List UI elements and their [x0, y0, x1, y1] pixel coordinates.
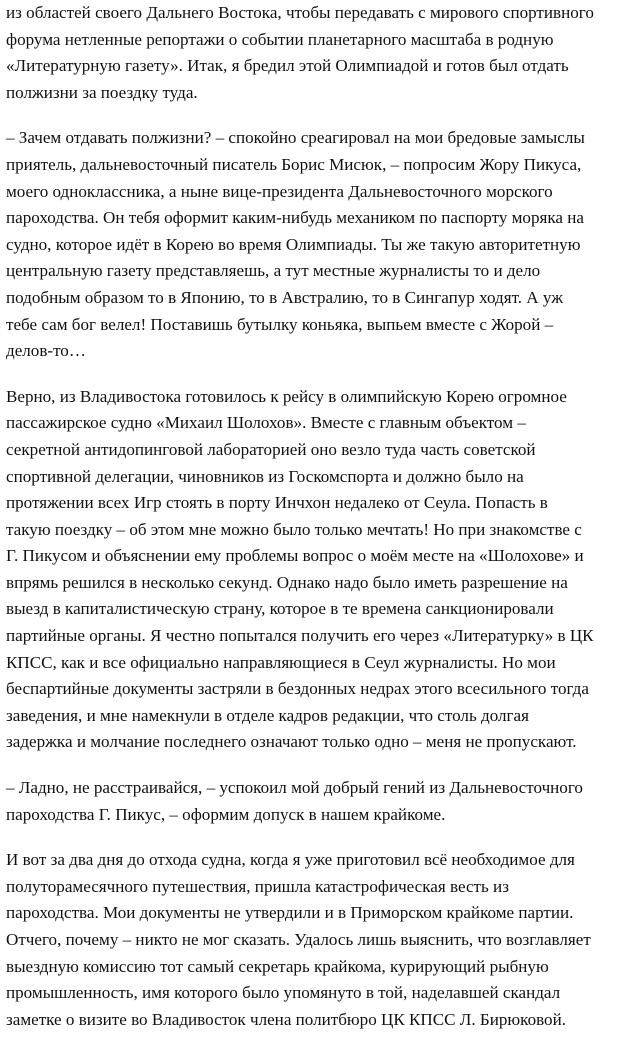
text-line: – Ладно, не расстраивайся, – успокоил мой добрый гений из Дальневосточного [6, 778, 583, 798]
text-line: Верно, из Владивостока готовилось к рейсу в олимпийскую Корею огромное [6, 386, 567, 406]
text-line: центральную газету представляешь, а тут местные журналисты то и дело [6, 261, 541, 281]
text-line: заметке о визите во Владивосток члена политбюро ЦК КПСС Л. Бирюковой. [6, 1009, 567, 1029]
paragraph [6, 384, 618, 756]
text-line: выезд в капиталистическую страну, которое в те времена санкционировали [6, 599, 554, 619]
text-line: моего одноклассника, а ныне вице-президента Дальневосточного морского [6, 181, 553, 201]
text-line: такую поездку – об этом мне можно было только мечтать! Но при знакомстве с [6, 519, 582, 539]
text-line: Отчего, почему – никто не мог сказать. Удалось лишь выяснить, что возглавляет [6, 930, 591, 949]
text-line: секретной антидопинговой лабораторией оно везло туда часть советской [6, 439, 536, 459]
text-line: партийные органы. Я честно попытался получить его через «Литературку» в ЦК [6, 626, 594, 646]
text-line: беспартийные документы застряли в бездонных недрах этого всесильного тогда [6, 679, 589, 699]
text-line: спортивной делегации, чиновников из Госкомспорта и должно было на [6, 466, 524, 486]
document-page [6, 0, 618, 1052]
text-line: пароходства. Он тебя оформит каким-нибудь механиком по паспорту моряка на [6, 208, 584, 228]
text-line: протяжении всех Игр стоять в порту Инчхон недалеко от Сеула. Попасть в [6, 493, 548, 513]
text-line: промышленность, имя которого было упомянуто в той, наделавшей скандал [6, 983, 561, 1003]
text-line: из областей своего Дальнего Востока, чтобы передавать с мирового спортивного [6, 3, 594, 22]
text-line: пароходства Г. Пикус, – оформим допуск в нашем крайкоме. [6, 804, 446, 824]
text-line: подобным образом то в Японию, то в Австралию, то в Сингапур ходят. А уж [6, 287, 563, 307]
text-line: судно, которое идёт в Корею во время Олимпиады. Ты же такую авторитетную [6, 234, 581, 254]
text-line: впрямь решился в несколько секунд. Однако надо было иметь разрешение на [6, 572, 568, 592]
text-line: полжизни за поездку туда. [6, 82, 198, 102]
paragraph [6, 847, 618, 1033]
paragraph [6, 125, 618, 364]
text-line: задержка и молчание последнего означают только одно – меня не пропускают. [6, 732, 577, 752]
text-line: «Литературную газету». Итак, я бредил этой Олимпиадой и готов был отдать [6, 56, 569, 76]
text-line: КПСС, как и все официально направляющиеся в Сеул журналисты. Но мои [6, 652, 556, 672]
text-line: выездную комиссию тот самый секретарь крайкома, курирующий рыбную [6, 956, 549, 976]
paragraph [6, 775, 618, 828]
text-line: форума нетленные репортажи о событии планетарного масштаба в родную [6, 29, 554, 49]
text-line: пароходства. Мои документы не утвердили и в Приморском крайкоме партии. [6, 903, 574, 923]
paragraph [6, 0, 618, 106]
text-line: пассажирское судно «Михаил Шолохов». Вместе с главным объектом – [6, 413, 526, 433]
text-line: полуторамесячного путешествия, пришла катастрофическая весть из [6, 876, 509, 896]
text-line: тебе сам бог велел! Поставишь бутылку коньяка, выпьем вместе с Жорой – [6, 314, 554, 334]
text-line: И вот за два дня до отхода судна, когда я уже приготовил всё необходимое для [6, 850, 575, 870]
text-line: Г. Пикусом и объяснении ему проблемы вопрос о моём месте на «Шолохове» и [6, 546, 584, 566]
text-line: заведения, и мне намекнули в отделе кадров редакции, что столь долгая [6, 705, 529, 725]
text-line: делов-то… [6, 341, 86, 361]
text-line: приятель, дальневосточный писатель Борис Мисюк, – попросим Жору Пикуса, [6, 154, 582, 174]
text-line: – Зачем отдавать полжизни? – спокойно среагировал на мои бредовые замыслы [6, 128, 585, 148]
